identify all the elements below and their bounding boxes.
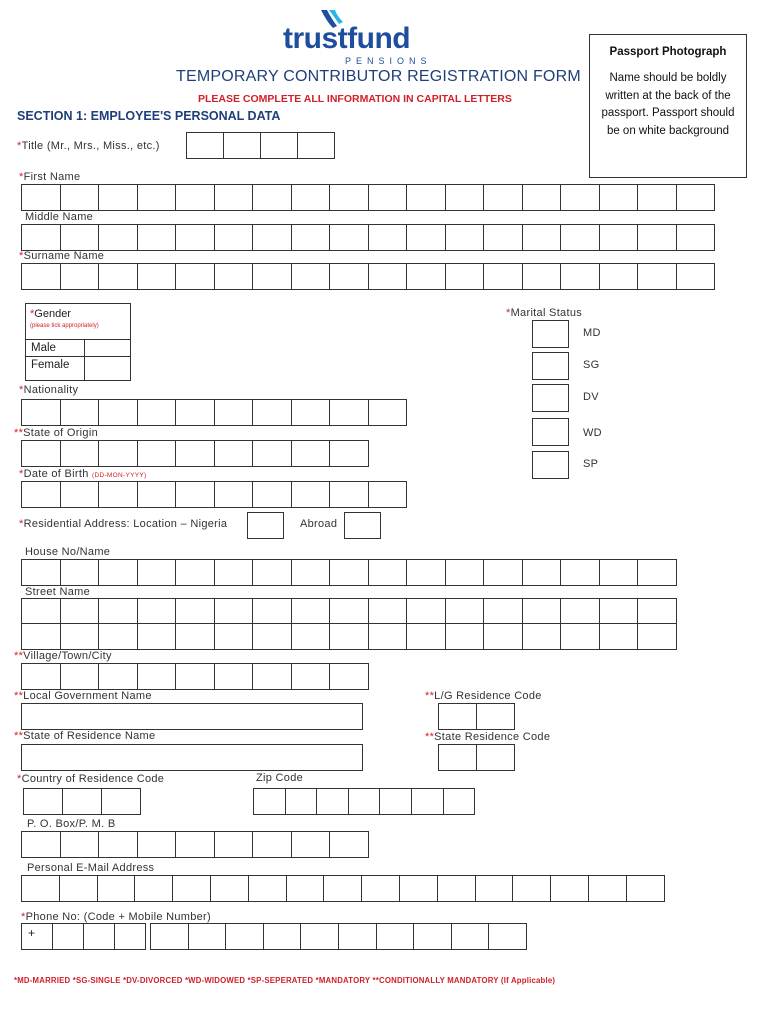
street-name-boxes-row1-cell[interactable]: [406, 598, 446, 624]
po-box-boxes-cell[interactable]: [214, 831, 254, 858]
street-name-boxes-row1-cell[interactable]: [445, 598, 485, 624]
first-name-boxes-cell[interactable]: [291, 184, 331, 211]
phone-number-boxes-cell[interactable]: [413, 923, 452, 950]
first-name-boxes-cell[interactable]: [98, 184, 138, 211]
dob-boxes-cell[interactable]: [214, 481, 254, 508]
email-boxes-cell[interactable]: [59, 875, 98, 902]
street-name-boxes-row2-cell[interactable]: [483, 623, 523, 650]
street-name-boxes-row2-cell[interactable]: [637, 623, 677, 650]
email-boxes-cell[interactable]: [550, 875, 589, 902]
first-name-boxes-cell[interactable]: [175, 184, 215, 211]
street-name-boxes-row1-cell[interactable]: [214, 598, 254, 624]
email-boxes-cell[interactable]: [21, 875, 60, 902]
passport-photo-box[interactable]: [589, 34, 747, 178]
street-name-boxes-row1-cell[interactable]: [483, 598, 523, 624]
marital-sg-label: SG: [583, 359, 600, 371]
nationality-boxes-cell[interactable]: [252, 399, 292, 426]
po-box-boxes-cell[interactable]: [291, 831, 331, 858]
marital-md-checkbox[interactable]: [532, 320, 569, 348]
middle-name-boxes-cell[interactable]: [252, 224, 292, 251]
phone-code-boxes-cell[interactable]: [52, 923, 84, 950]
street-name-boxes-row2-cell[interactable]: [522, 623, 562, 650]
surname-boxes-cell[interactable]: [445, 263, 485, 290]
middle-name-boxes-cell[interactable]: [214, 224, 254, 251]
middle-name-boxes-cell[interactable]: [445, 224, 485, 251]
gender-female-label: Female: [31, 359, 70, 371]
zip-code-boxes[interactable]: [253, 788, 474, 815]
zip-code-boxes-cell[interactable]: [411, 788, 444, 815]
state-of-origin-boxes-cell[interactable]: [98, 440, 138, 467]
zip-code-boxes-cell[interactable]: [253, 788, 286, 815]
surname-boxes-cell[interactable]: [175, 263, 215, 290]
phone-code-boxes-cell[interactable]: [83, 923, 115, 950]
zip-code-boxes-cell[interactable]: [316, 788, 349, 815]
surname-boxes-cell[interactable]: [21, 263, 61, 290]
middle-name-boxes-cell[interactable]: [60, 224, 100, 251]
middle-name-boxes[interactable]: [21, 224, 714, 251]
po-box-boxes-cell[interactable]: [60, 831, 100, 858]
email-boxes-cell[interactable]: [134, 875, 173, 902]
zip-code-boxes-cell[interactable]: [443, 788, 476, 815]
house-no-boxes-cell[interactable]: [637, 559, 677, 586]
house-no-boxes-cell[interactable]: [21, 559, 61, 586]
state-of-origin-boxes-cell[interactable]: [214, 440, 254, 467]
middle-name-boxes-cell[interactable]: [175, 224, 215, 251]
state-of-origin-boxes-cell[interactable]: [21, 440, 61, 467]
house-no-boxes-cell[interactable]: [483, 559, 523, 586]
house-no-boxes-cell[interactable]: [522, 559, 562, 586]
phone-number-boxes-cell[interactable]: [376, 923, 415, 950]
street-name-boxes-row1-cell[interactable]: [368, 598, 408, 624]
street-name-boxes-row1-cell[interactable]: [560, 598, 600, 624]
phone-number-boxes-cell[interactable]: [150, 923, 189, 950]
lg-code-boxes[interactable]: [438, 703, 514, 730]
house-no-boxes-cell[interactable]: [291, 559, 331, 586]
first-name-boxes[interactable]: [21, 184, 714, 211]
middle-name-label: Middle Name: [25, 211, 94, 223]
phone-number-boxes[interactable]: [150, 923, 526, 950]
title-label: *Title (Mr., Mrs., Miss., etc.): [17, 140, 160, 152]
middle-name-boxes-cell[interactable]: [406, 224, 446, 251]
marital-dv-label: DV: [583, 391, 599, 403]
street-name-boxes-row2-cell[interactable]: [406, 623, 446, 650]
street-name-boxes-row1-cell[interactable]: [175, 598, 215, 624]
nationality-boxes-cell[interactable]: [60, 399, 100, 426]
house-no-boxes-cell[interactable]: [175, 559, 215, 586]
street-name-boxes-row2-cell[interactable]: [175, 623, 215, 650]
phone-number-boxes-cell[interactable]: [488, 923, 527, 950]
state-of-residence-input[interactable]: [21, 744, 363, 771]
lg-code-boxes-cell[interactable]: [476, 703, 515, 730]
email-boxes-cell[interactable]: [588, 875, 627, 902]
street-name-boxes-row2-cell[interactable]: [137, 623, 177, 650]
surname-boxes-cell[interactable]: [98, 263, 138, 290]
country-code-label: *Country of Residence Code: [17, 773, 165, 785]
first-name-label: *First Name: [19, 171, 81, 183]
lg-code-label: **L/G Residence Code: [425, 690, 542, 702]
email-boxes-cell[interactable]: [475, 875, 514, 902]
village-boxes-cell[interactable]: [21, 663, 61, 690]
title-boxes-cell[interactable]: [223, 132, 261, 159]
lg-code-boxes-cell[interactable]: [438, 703, 477, 730]
email-boxes-cell[interactable]: [399, 875, 438, 902]
street-name-boxes-row2-cell[interactable]: [368, 623, 408, 650]
house-no-boxes-cell[interactable]: [252, 559, 292, 586]
nationality-boxes-cell[interactable]: [21, 399, 61, 426]
phone-number-boxes-cell[interactable]: [263, 923, 302, 950]
nationality-boxes-cell[interactable]: [137, 399, 177, 426]
village-label: **Village/Town/City: [14, 650, 112, 662]
village-boxes-cell[interactable]: [175, 663, 215, 690]
email-boxes-cell[interactable]: [248, 875, 287, 902]
surname-boxes[interactable]: [21, 263, 714, 290]
phone-code-boxes-cell[interactable]: [21, 923, 53, 950]
first-name-boxes-cell[interactable]: [406, 184, 446, 211]
surname-boxes-cell[interactable]: [252, 263, 292, 290]
street-name-boxes-row2-cell[interactable]: [21, 623, 61, 650]
surname-boxes-cell[interactable]: [676, 263, 716, 290]
dob-label: *Date of Birth (DD-MON-YYYY): [19, 468, 147, 480]
phone-label: *Phone No: (Code + Mobile Number): [21, 911, 211, 923]
zip-code-boxes-cell[interactable]: [379, 788, 412, 815]
surname-label: *Surname Name: [19, 250, 105, 262]
phone-code-boxes-cell[interactable]: [114, 923, 146, 950]
first-name-boxes-cell[interactable]: [21, 184, 61, 211]
middle-name-boxes-cell[interactable]: [599, 224, 639, 251]
middle-name-boxes-cell[interactable]: [98, 224, 138, 251]
po-box-boxes[interactable]: [21, 831, 368, 858]
title-boxes[interactable]: [186, 132, 334, 159]
house-no-boxes-cell[interactable]: [60, 559, 100, 586]
street-name-boxes-row1-cell[interactable]: [98, 598, 138, 624]
village-boxes[interactable]: [21, 663, 368, 690]
street-name-boxes-row1-cell[interactable]: [637, 598, 677, 624]
house-no-boxes-cell[interactable]: [329, 559, 369, 586]
passport-text: Name should be boldly written at the back of the passport. Passport should be on white background: [601, 72, 735, 137]
email-boxes-cell[interactable]: [172, 875, 211, 902]
first-name-boxes-cell[interactable]: [445, 184, 485, 211]
state-of-origin-boxes-cell[interactable]: [175, 440, 215, 467]
street-name-boxes-row2-cell[interactable]: [445, 623, 485, 650]
phone-code-boxes[interactable]: [21, 923, 145, 950]
nationality-boxes-cell[interactable]: [214, 399, 254, 426]
street-name-boxes-row1[interactable]: [21, 598, 676, 624]
street-name-boxes-row2-cell[interactable]: [291, 623, 331, 650]
surname-boxes-cell[interactable]: [137, 263, 177, 290]
zip-code-boxes-cell[interactable]: [348, 788, 381, 815]
house-no-boxes-cell[interactable]: [368, 559, 408, 586]
email-boxes-cell[interactable]: [323, 875, 362, 902]
first-name-boxes-cell[interactable]: [137, 184, 177, 211]
gender-label: *Gender: [30, 308, 71, 320]
nationality-boxes-cell[interactable]: [98, 399, 138, 426]
state-of-origin-label: **State of Origin: [14, 427, 98, 439]
street-name-boxes-row2-cell[interactable]: [60, 623, 100, 650]
po-box-boxes-cell[interactable]: [21, 831, 61, 858]
po-box-boxes-cell[interactable]: [98, 831, 138, 858]
first-name-boxes-cell[interactable]: [252, 184, 292, 211]
dob-boxes-cell[interactable]: [21, 481, 61, 508]
first-name-boxes-cell[interactable]: [522, 184, 562, 211]
street-name-boxes-row1-cell[interactable]: [599, 598, 639, 624]
street-name-label: Street Name: [25, 586, 91, 598]
village-boxes-cell[interactable]: [137, 663, 177, 690]
dob-boxes-cell[interactable]: [368, 481, 408, 508]
surname-boxes-cell[interactable]: [599, 263, 639, 290]
brand-logo: [283, 8, 453, 70]
street-name-boxes-row2-cell[interactable]: [560, 623, 600, 650]
village-boxes-cell[interactable]: [60, 663, 100, 690]
form-instruction: PLEASE COMPLETE ALL INFORMATION IN CAPITAL LETTERS: [198, 93, 512, 105]
section-heading: SECTION 1: EMPLOYEE'S PERSONAL DATA: [17, 109, 281, 123]
email-boxes[interactable]: [21, 875, 664, 902]
marital-md-label: MD: [583, 327, 601, 339]
surname-boxes-cell[interactable]: [406, 263, 446, 290]
street-name-boxes-row1-cell[interactable]: [60, 598, 100, 624]
middle-name-boxes-cell[interactable]: [368, 224, 408, 251]
state-of-origin-boxes-cell[interactable]: [291, 440, 331, 467]
residential-address-label: *Residential Address: Location – Nigeria: [19, 518, 228, 530]
surname-boxes-cell[interactable]: [483, 263, 523, 290]
dob-boxes-cell[interactable]: [60, 481, 100, 508]
dob-boxes-cell[interactable]: [291, 481, 331, 508]
marital-sp-label: SP: [583, 458, 599, 470]
middle-name-boxes-cell[interactable]: [137, 224, 177, 251]
marital-status-label: *Marital Status: [506, 307, 583, 319]
middle-name-boxes-cell[interactable]: [483, 224, 523, 251]
surname-boxes-cell[interactable]: [368, 263, 408, 290]
first-name-boxes-cell[interactable]: [214, 184, 254, 211]
country-code-boxes-cell[interactable]: [62, 788, 102, 815]
phone-number-boxes-cell[interactable]: [300, 923, 339, 950]
logo-text: trustfund: [283, 22, 411, 55]
street-name-boxes-row2[interactable]: [21, 623, 676, 650]
state-of-origin-boxes-cell[interactable]: [60, 440, 100, 467]
house-no-boxes-cell[interactable]: [137, 559, 177, 586]
residential-nigeria-checkbox[interactable]: [247, 512, 284, 539]
gender-male-checkbox[interactable]: [85, 340, 131, 356]
street-name-boxes-row2-cell[interactable]: [329, 623, 369, 650]
gender-male-label: Male: [31, 342, 56, 354]
first-name-boxes-cell[interactable]: [599, 184, 639, 211]
first-name-boxes-cell[interactable]: [368, 184, 408, 211]
email-boxes-cell[interactable]: [286, 875, 325, 902]
nationality-boxes-cell[interactable]: [329, 399, 369, 426]
email-boxes-cell[interactable]: [97, 875, 136, 902]
middle-name-boxes-cell[interactable]: [291, 224, 331, 251]
residential-abroad-label: Abroad: [300, 518, 338, 530]
street-name-boxes-row2-cell[interactable]: [214, 623, 254, 650]
state-of-origin-boxes-cell[interactable]: [137, 440, 177, 467]
first-name-boxes-cell[interactable]: [560, 184, 600, 211]
dob-boxes-cell[interactable]: [329, 481, 369, 508]
title-boxes-cell[interactable]: [297, 132, 335, 159]
dob-boxes-cell[interactable]: [137, 481, 177, 508]
nationality-boxes-cell[interactable]: [368, 399, 408, 426]
zip-code-label: Zip Code: [256, 772, 304, 784]
middle-name-boxes-cell[interactable]: [676, 224, 716, 251]
first-name-boxes-cell[interactable]: [483, 184, 523, 211]
surname-boxes-cell[interactable]: [60, 263, 100, 290]
first-name-boxes-cell[interactable]: [676, 184, 716, 211]
phone-number-boxes-cell[interactable]: [225, 923, 264, 950]
street-name-boxes-row1-cell[interactable]: [137, 598, 177, 624]
email-boxes-cell[interactable]: [361, 875, 400, 902]
country-code-boxes[interactable]: [23, 788, 140, 815]
house-no-boxes-cell[interactable]: [406, 559, 446, 586]
po-box-boxes-cell[interactable]: [252, 831, 292, 858]
country-code-boxes-cell[interactable]: [23, 788, 63, 815]
nationality-boxes[interactable]: [21, 399, 406, 426]
street-name-boxes-row2-cell[interactable]: [599, 623, 639, 650]
first-name-boxes-cell[interactable]: [637, 184, 677, 211]
surname-boxes-cell[interactable]: [329, 263, 369, 290]
passport-title: Passport Photograph: [609, 46, 727, 58]
state-residence-code-boxes[interactable]: [438, 744, 514, 771]
state-of-origin-boxes[interactable]: [21, 440, 368, 467]
lga-label: **Local Government Name: [14, 690, 152, 702]
street-name-boxes-row1-cell[interactable]: [252, 598, 292, 624]
street-name-boxes-row1-cell[interactable]: [522, 598, 562, 624]
form-title: TEMPORARY CONTRIBUTOR REGISTRATION FORM: [176, 68, 581, 85]
phone-number-boxes-cell[interactable]: [188, 923, 227, 950]
country-code-boxes-cell[interactable]: [101, 788, 141, 815]
marital-sg-checkbox[interactable]: [532, 352, 569, 380]
house-no-boxes-cell[interactable]: [560, 559, 600, 586]
po-box-boxes-cell[interactable]: [329, 831, 369, 858]
phone-number-boxes-cell[interactable]: [451, 923, 490, 950]
dob-boxes-cell[interactable]: [175, 481, 215, 508]
middle-name-boxes-cell[interactable]: [637, 224, 677, 251]
zip-code-boxes-cell[interactable]: [285, 788, 318, 815]
lga-input[interactable]: [21, 703, 363, 730]
dob-boxes[interactable]: [21, 481, 406, 508]
house-no-boxes[interactable]: [21, 559, 676, 586]
title-boxes-cell[interactable]: [260, 132, 298, 159]
email-boxes-cell[interactable]: [512, 875, 551, 902]
house-no-label: House No/Name: [25, 546, 111, 558]
title-boxes-cell[interactable]: [186, 132, 224, 159]
first-name-boxes-cell[interactable]: [329, 184, 369, 211]
street-name-boxes-row1-cell[interactable]: [21, 598, 61, 624]
village-boxes-cell[interactable]: [252, 663, 292, 690]
middle-name-boxes-cell[interactable]: [21, 224, 61, 251]
email-boxes-cell[interactable]: [437, 875, 476, 902]
street-name-boxes-row2-cell[interactable]: [98, 623, 138, 650]
marital-wd-checkbox[interactable]: [532, 418, 569, 446]
gender-note: (please tick appropriately): [30, 323, 99, 329]
surname-boxes-cell[interactable]: [291, 263, 331, 290]
state-of-origin-boxes-cell[interactable]: [252, 440, 292, 467]
po-box-boxes-cell[interactable]: [137, 831, 177, 858]
nationality-boxes-cell[interactable]: [175, 399, 215, 426]
email-boxes-cell[interactable]: [210, 875, 249, 902]
village-boxes-cell[interactable]: [214, 663, 254, 690]
po-box-label: P. O. Box/P. M. B: [27, 818, 116, 830]
gender-female-checkbox[interactable]: [85, 357, 131, 381]
dob-boxes-cell[interactable]: [98, 481, 138, 508]
nationality-boxes-cell[interactable]: [291, 399, 331, 426]
gender-box: [25, 303, 131, 381]
middle-name-boxes-cell[interactable]: [522, 224, 562, 251]
middle-name-boxes-cell[interactable]: [560, 224, 600, 251]
state-residence-code-label: **State Residence Code: [425, 731, 551, 743]
village-boxes-cell[interactable]: [98, 663, 138, 690]
marital-dv-checkbox[interactable]: [532, 384, 569, 412]
state-residence-code-boxes-cell[interactable]: [438, 744, 477, 771]
house-no-boxes-cell[interactable]: [445, 559, 485, 586]
state-of-origin-boxes-cell[interactable]: [329, 440, 369, 467]
residential-abroad-checkbox[interactable]: [344, 512, 381, 539]
street-name-boxes-row1-cell[interactable]: [329, 598, 369, 624]
marital-wd-label: WD: [583, 427, 602, 439]
street-name-boxes-row1-cell[interactable]: [291, 598, 331, 624]
po-box-boxes-cell[interactable]: [175, 831, 215, 858]
phone-plus-sign: +: [28, 926, 36, 940]
surname-boxes-cell[interactable]: [560, 263, 600, 290]
house-no-boxes-cell[interactable]: [599, 559, 639, 586]
footer-legend: *MD-MARRIED *SG-SINGLE *DV-DIVORCED *WD-WIDOWED *SP-SEPERATED *MANDATORY **CONDITIONALLY MANDATORY (If Applicable): [14, 976, 556, 985]
village-boxes-cell[interactable]: [329, 663, 369, 690]
logo-subtext: PENSIONS: [345, 56, 432, 66]
house-no-boxes-cell[interactable]: [98, 559, 138, 586]
marital-sp-checkbox[interactable]: [532, 451, 569, 479]
village-boxes-cell[interactable]: [291, 663, 331, 690]
state-residence-code-boxes-cell[interactable]: [476, 744, 515, 771]
state-of-residence-label: **State of Residence Name: [14, 730, 156, 742]
phone-number-boxes-cell[interactable]: [338, 923, 377, 950]
surname-boxes-cell[interactable]: [522, 263, 562, 290]
dob-boxes-cell[interactable]: [252, 481, 292, 508]
surname-boxes-cell[interactable]: [637, 263, 677, 290]
first-name-boxes-cell[interactable]: [60, 184, 100, 211]
surname-boxes-cell[interactable]: [214, 263, 254, 290]
street-name-boxes-row2-cell[interactable]: [252, 623, 292, 650]
nationality-label: *Nationality: [19, 384, 79, 396]
email-boxes-cell[interactable]: [626, 875, 665, 902]
email-label: Personal E-Mail Address: [27, 862, 155, 874]
middle-name-boxes-cell[interactable]: [329, 224, 369, 251]
house-no-boxes-cell[interactable]: [214, 559, 254, 586]
